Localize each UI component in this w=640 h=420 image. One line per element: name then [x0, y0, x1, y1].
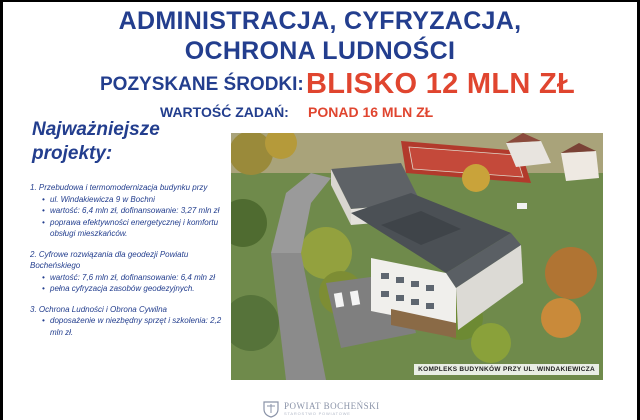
projects-list [30, 182, 230, 347]
funds-value: BLISKO 12 MLN ZŁ [306, 68, 576, 100]
title-line-2: OCHRONA LUDNOŚCI [184, 37, 456, 65]
coat-of-arms-icon [262, 400, 280, 418]
footer-logo [258, 398, 398, 420]
project-title: 1. Przebudowa i termomodernizacja budynku przy [30, 183, 208, 192]
projects-heading-line-2: projekty: [32, 143, 113, 164]
project-title: 2. Cyfrowe rozwiązania dla geodezji Powiatu Bocheńskiego [30, 249, 189, 270]
project-bullets [30, 194, 230, 240]
project-bullet: • pełna cyfryzacja zasobów geodezyjnych. [42, 283, 230, 295]
project-bullet: • ul. Windakiewicza 9 w Bochni [42, 194, 230, 206]
project-bullet: • wartość: 7,6 mln zł, dofinansowanie: 6,4 mln zł [42, 272, 230, 284]
page-title [0, 6, 640, 66]
funds-row [0, 68, 640, 100]
photo-caption: KOMPLEKS BUDYNKÓW PRZY UL. WINDAKIEWICZA [414, 364, 599, 375]
title-line-1: ADMINISTRACJA, CYFRYZACJA, [118, 7, 522, 35]
aerial-illustration [231, 133, 603, 380]
project-item-1 [30, 182, 230, 240]
funds-label: POZYSKANE ŚRODKI: [100, 74, 304, 95]
tasks-value: PONAD 16 MLN ZŁ [308, 104, 434, 120]
projects-heading [32, 118, 212, 166]
project-bullet: • wartość: 6,4 mln zł, dofinansowanie: 3,27 mln zł [42, 205, 230, 217]
footer-name: POWIAT BOCHEŃSKI [284, 401, 380, 411]
project-bullet: • poprawa efektywności energetycznej i komfortu obsługi mieszkańców. [42, 217, 230, 240]
project-bullets [30, 315, 230, 338]
footer-subtitle: STAROSTWO POWIATOWE [284, 411, 351, 416]
project-bullets [30, 272, 230, 295]
project-item-3 [30, 304, 230, 339]
tasks-label: WARTOŚĆ ZADAŃ: [160, 104, 289, 120]
project-item-2 [30, 249, 230, 295]
project-bullet: • doposażenie w niezbędny sprzęt i szkolenia: 2,2 mln zł. [42, 315, 230, 338]
building-aerial-photo [231, 133, 603, 380]
projects-heading-line-1: Najważniejsze [32, 119, 160, 140]
project-title: 3. Ochrona Ludności i Obrona Cywilna [30, 304, 167, 314]
